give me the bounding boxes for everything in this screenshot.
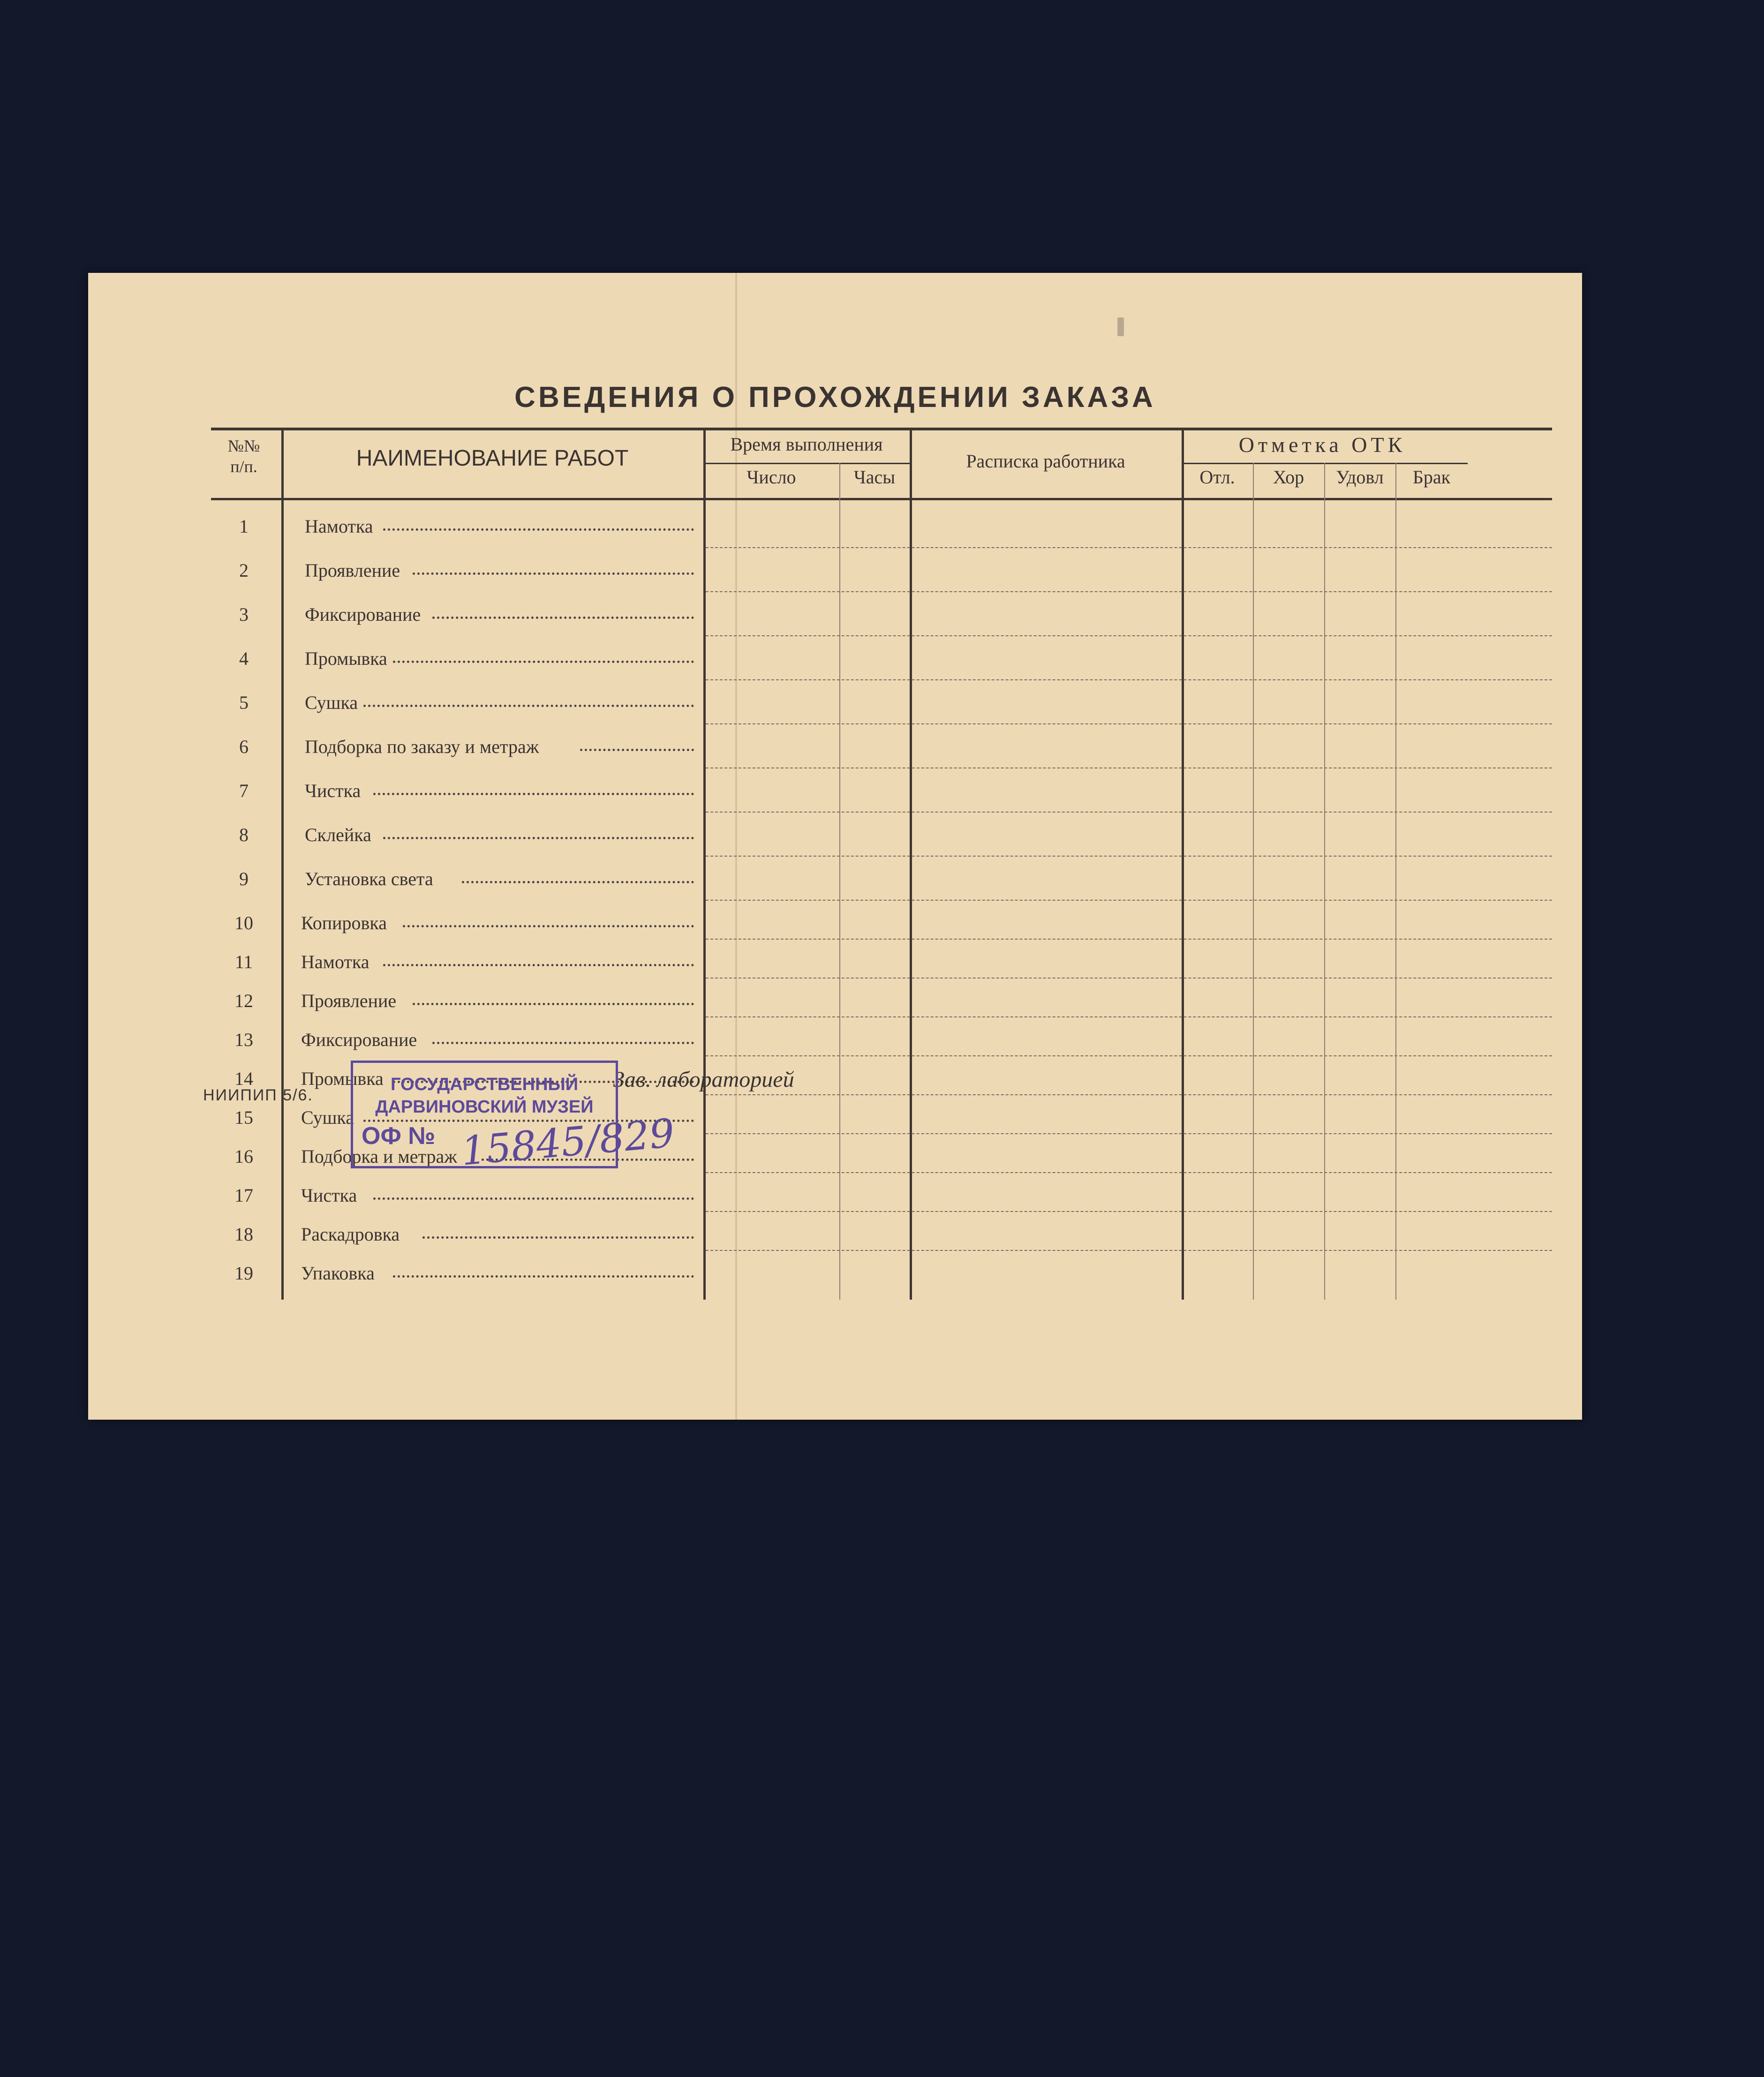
row-separator bbox=[706, 1055, 1552, 1056]
row-leader-dots bbox=[363, 705, 694, 707]
row-separator bbox=[706, 1172, 1552, 1173]
row-leader-dots bbox=[413, 572, 694, 575]
stamp-line1: ГОСУДАРСТВЕННЫЙ bbox=[390, 1075, 579, 1094]
row-number: 11 bbox=[234, 951, 253, 972]
row-work-name: Проявление bbox=[305, 560, 400, 581]
row-leader-dots bbox=[383, 837, 694, 839]
row-number: 7 bbox=[239, 780, 249, 801]
header-signature: Расписка работника bbox=[966, 451, 1125, 472]
row-number: 16 bbox=[234, 1146, 253, 1167]
row-work-name: Чистка bbox=[301, 1185, 357, 1206]
header-otk-excellent: Отл. bbox=[1199, 467, 1235, 488]
work-log-table bbox=[211, 428, 1552, 1304]
row-number: 10 bbox=[234, 912, 253, 933]
col-divider-time bbox=[910, 428, 912, 1300]
row-separator bbox=[706, 547, 1552, 548]
header-otk-good: Хор bbox=[1273, 467, 1304, 488]
row-work-name: Проявление bbox=[301, 990, 397, 1011]
col-divider-name bbox=[703, 428, 706, 1300]
row-work-name: Намотка bbox=[305, 516, 373, 537]
row-separator bbox=[706, 679, 1552, 680]
row-leader-dots bbox=[580, 749, 694, 751]
row-work-name: Фиксирование bbox=[301, 1029, 417, 1050]
row-leader-dots bbox=[383, 528, 694, 531]
row-number: 3 bbox=[239, 604, 249, 625]
row-work-name: Раскадровка bbox=[301, 1224, 400, 1245]
row-work-name: Чистка bbox=[305, 780, 361, 801]
header-num-line2: п/п. bbox=[230, 457, 257, 476]
row-separator bbox=[706, 1094, 1552, 1095]
row-leader-dots bbox=[373, 793, 694, 795]
header-otk-satisfactory: Удовл bbox=[1336, 467, 1384, 488]
row-work-name: Сушка bbox=[301, 1107, 354, 1128]
row-separator bbox=[706, 900, 1552, 901]
pin-mark bbox=[1117, 317, 1124, 336]
header-name: НАИМЕНОВАНИЕ РАБОТ bbox=[356, 446, 629, 471]
document-title: СВЕДЕНИЯ О ПРОХОЖДЕНИИ ЗАКАЗА bbox=[514, 381, 1156, 414]
row-number: 14 bbox=[234, 1068, 253, 1089]
print-code: НИИПИП 5/6. bbox=[203, 1086, 313, 1104]
row-work-name: Копировка bbox=[301, 912, 387, 933]
row-separator bbox=[706, 591, 1552, 592]
row-separator bbox=[706, 1016, 1552, 1017]
row-separator bbox=[706, 939, 1552, 940]
row-work-name: Намотка bbox=[301, 951, 369, 972]
header-time: Время выполнения bbox=[730, 434, 883, 455]
header-time-date: Число bbox=[746, 467, 796, 488]
row-leader-dots bbox=[393, 661, 694, 663]
row-leader-dots bbox=[383, 964, 694, 966]
row-separator bbox=[706, 1250, 1552, 1251]
col-divider-num bbox=[281, 428, 284, 1300]
row-work-name: Промывка bbox=[305, 648, 387, 669]
row-number: 2 bbox=[239, 560, 249, 581]
row-number: 8 bbox=[239, 824, 249, 845]
row-number: 19 bbox=[234, 1263, 253, 1284]
row-number: 1 bbox=[239, 516, 249, 537]
header-time-hours: Часы bbox=[853, 467, 896, 488]
stamp-line2: ДАРВИНОВСКИЙ МУЗЕЙ bbox=[375, 1097, 594, 1117]
row-separator bbox=[706, 812, 1552, 813]
row-separator bbox=[706, 1133, 1552, 1134]
row-number: 9 bbox=[239, 868, 249, 889]
head-of-lab-label: Зав. лабораторией bbox=[613, 1067, 794, 1092]
row-number: 15 bbox=[234, 1107, 253, 1128]
row-work-name: Сушка bbox=[305, 692, 358, 713]
row-leader-dots bbox=[432, 1042, 694, 1044]
row-separator bbox=[706, 1211, 1552, 1212]
sub-col-divider-3 bbox=[1395, 463, 1396, 1300]
row-number: 17 bbox=[234, 1185, 253, 1206]
row-separator bbox=[706, 635, 1552, 636]
row-work-name: Промывка bbox=[301, 1068, 384, 1089]
sub-col-divider-2 bbox=[1324, 463, 1325, 1300]
row-leader-dots bbox=[462, 881, 694, 883]
row-leader-dots bbox=[403, 925, 694, 927]
header-num-line1: №№ bbox=[227, 436, 260, 455]
document-sheet bbox=[88, 273, 1582, 1420]
row-separator bbox=[706, 856, 1552, 857]
row-leader-dots bbox=[422, 1236, 694, 1239]
time-subheader-rule bbox=[703, 463, 910, 464]
col-divider-signature bbox=[1182, 428, 1184, 1300]
row-number: 4 bbox=[239, 648, 249, 669]
row-work-name: Упаковка bbox=[301, 1263, 375, 1284]
row-work-name: Подборка по заказу и метраж bbox=[305, 736, 539, 757]
row-number: 5 bbox=[239, 692, 249, 713]
header-otk: Отметка ОТК bbox=[1238, 433, 1406, 457]
table-top-rule bbox=[211, 428, 1552, 430]
row-work-name: Установка света bbox=[305, 868, 433, 889]
sub-col-divider-0 bbox=[839, 463, 840, 1300]
row-work-name: Склейка bbox=[305, 824, 371, 845]
row-work-name: Подборка и метраж bbox=[301, 1146, 457, 1167]
row-leader-dots bbox=[432, 617, 694, 619]
stamp-prefix: ОФ № bbox=[362, 1122, 436, 1150]
table-header-rule bbox=[211, 498, 1552, 500]
museum-stamp bbox=[351, 1061, 677, 1174]
row-number: 12 bbox=[234, 990, 253, 1011]
row-leader-dots bbox=[373, 1197, 694, 1200]
row-leader-dots bbox=[413, 1003, 694, 1005]
row-number: 18 bbox=[234, 1224, 253, 1245]
row-work-name: Фиксирование bbox=[305, 604, 421, 625]
row-leader-dots bbox=[393, 1275, 694, 1278]
row-separator bbox=[706, 723, 1552, 724]
row-number: 13 bbox=[234, 1029, 253, 1050]
stamp-handwritten-number: 15845/829 bbox=[459, 1110, 677, 1174]
row-number: 6 bbox=[239, 736, 249, 757]
sub-col-divider-1 bbox=[1253, 463, 1254, 1300]
header-otk-defect: Брак bbox=[1412, 467, 1451, 488]
